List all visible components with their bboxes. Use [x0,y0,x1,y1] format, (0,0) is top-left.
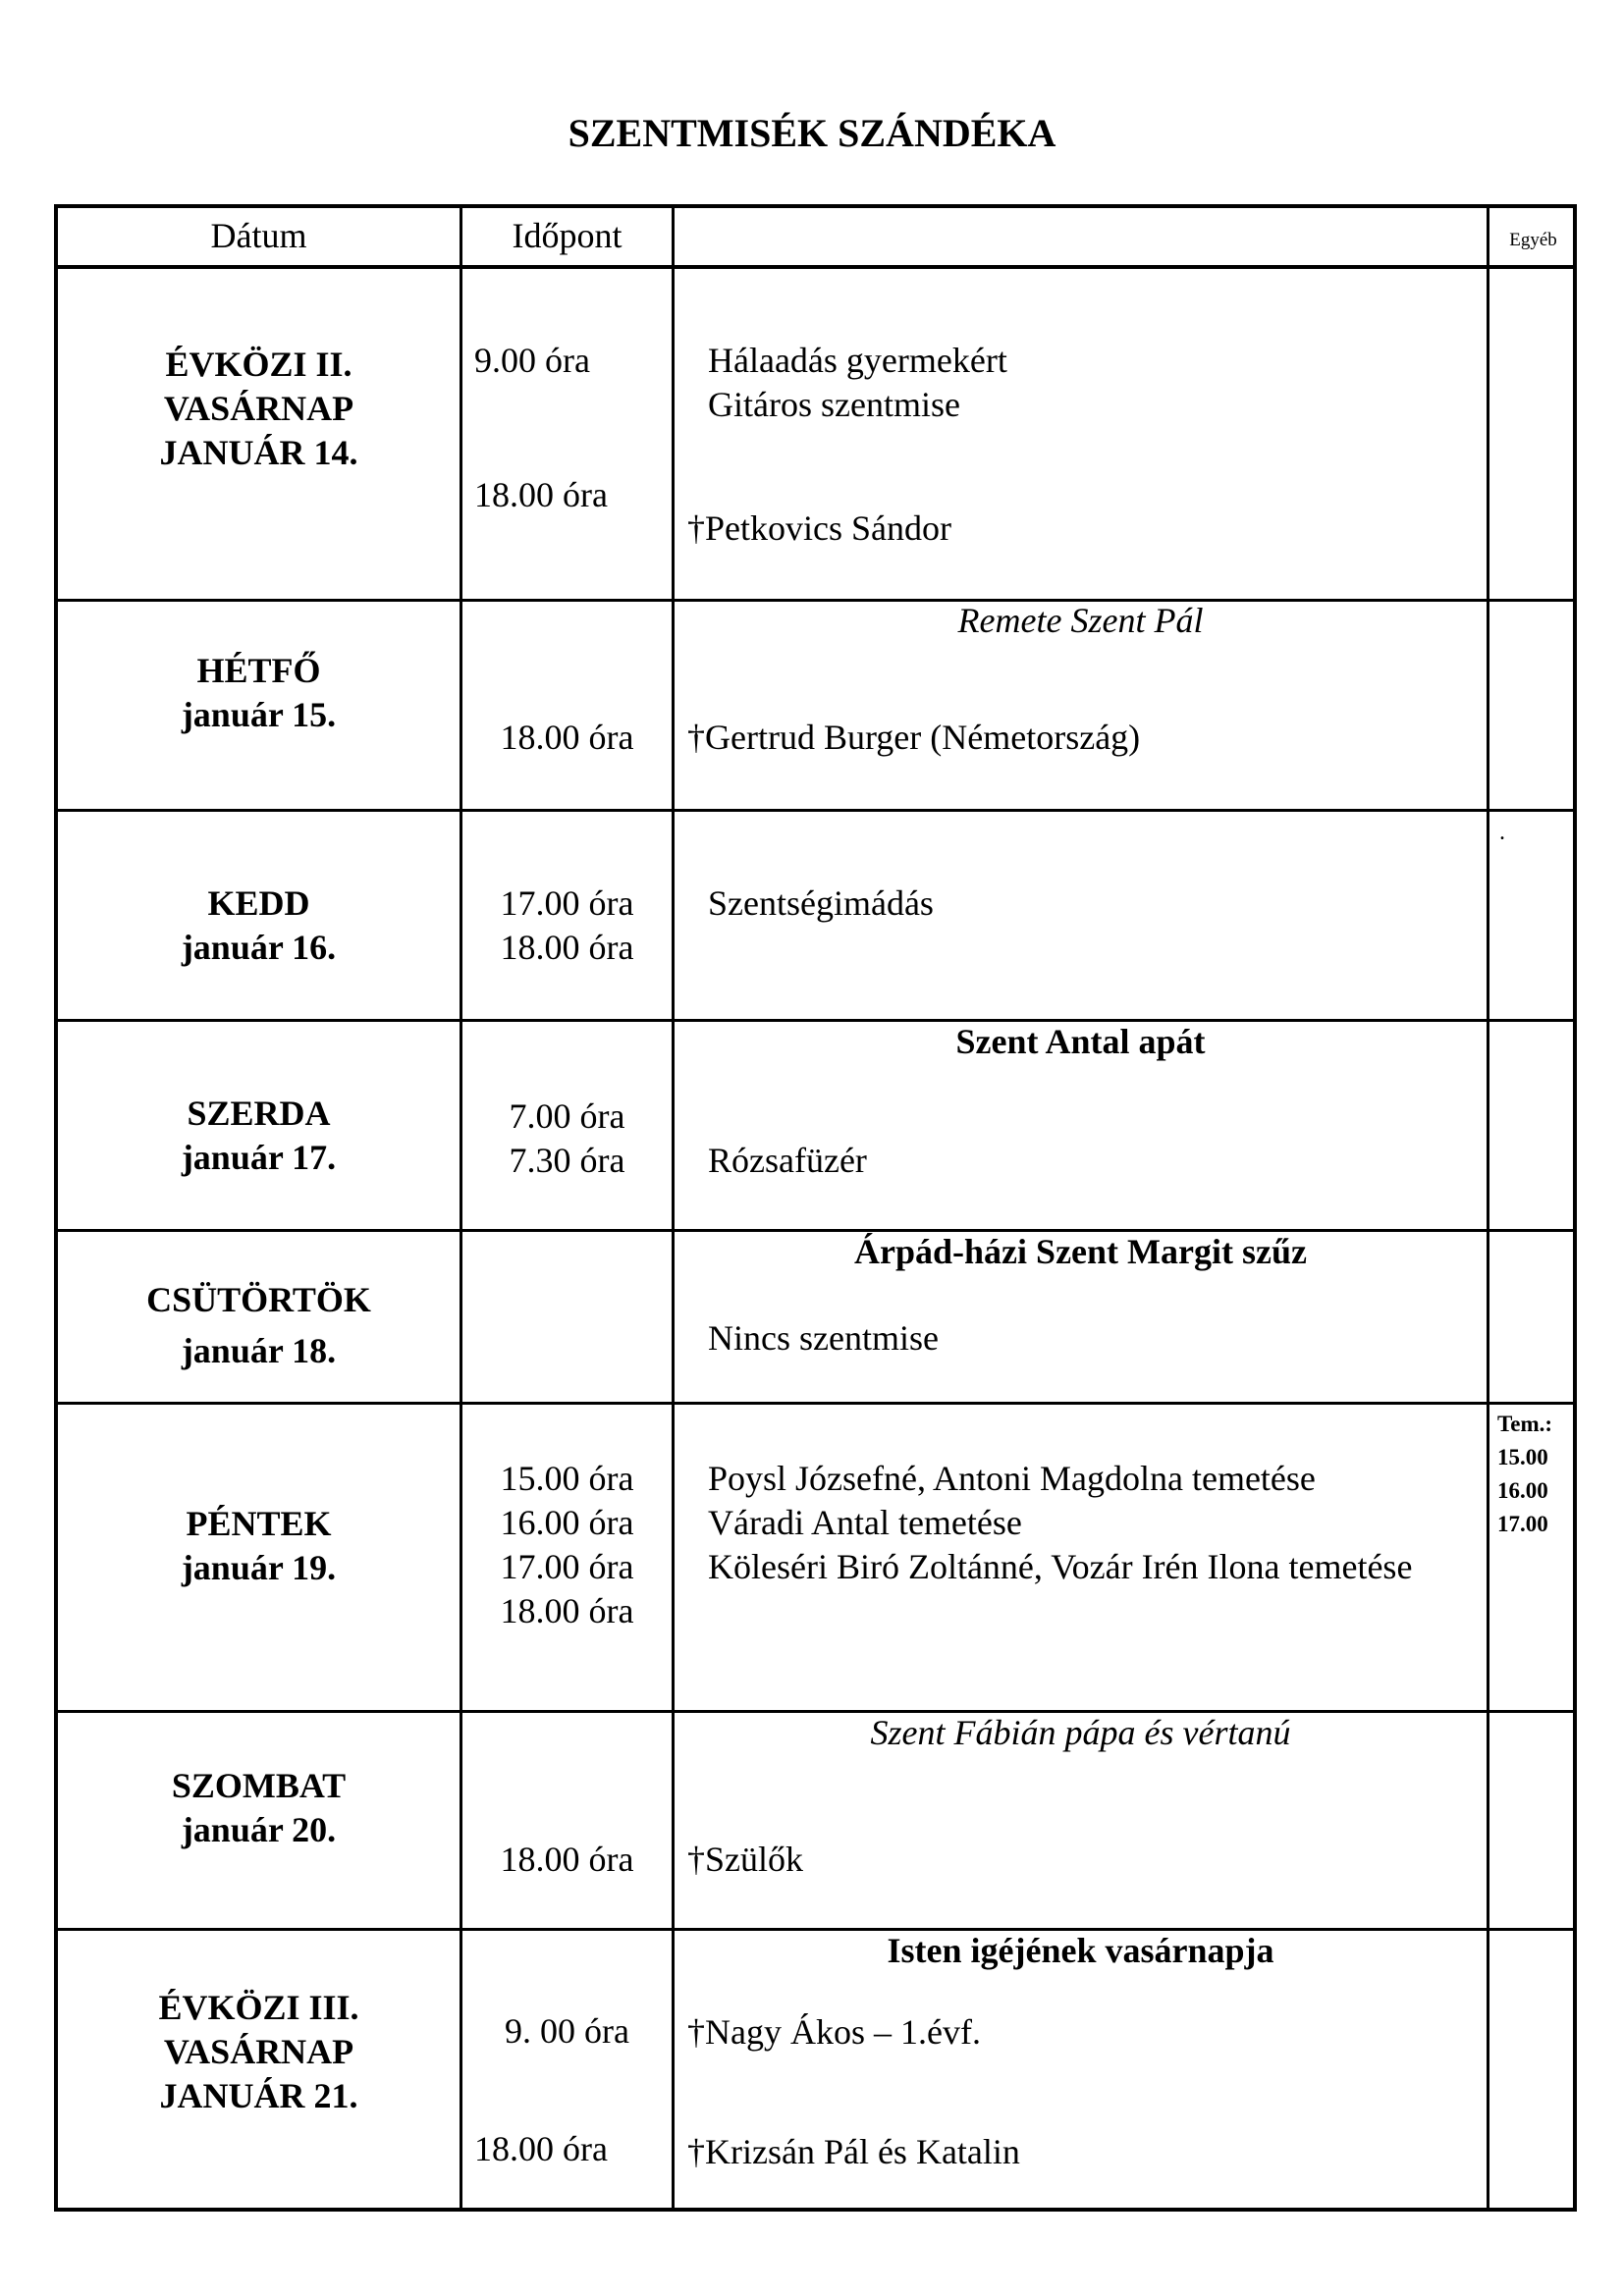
header-other: Egyéb [1509,230,1557,250]
row-time: 18.00 óra [500,928,634,967]
row-intention: †Krizsán Pál és Katalin [687,2132,1020,2171]
row-intention: †Nagy Ákos – 1.évf. [687,2012,981,2052]
row-date-line: SZOMBAT [171,1766,347,1805]
row-date-line: JANUÁR 14. [159,433,358,472]
row-date-line: PÉNTEK [186,1504,332,1543]
row-other: 16.00 [1497,1478,1548,1503]
row-intention: Köleséri Biró Zoltánné, Vozár Irén Ilona temetése [708,1547,1413,1586]
row-other: Tem.: [1497,1412,1553,1436]
row-divider [58,1402,1573,1405]
column-divider-time [672,208,675,2208]
row-other: . [1499,820,1505,845]
row-feast: Szent Antal apát [955,1022,1206,1061]
row-intention: Rózsafüzér [708,1141,867,1180]
mass-intentions-table [54,204,1577,2212]
row-time: 7.00 óra [509,1096,625,1136]
row-date-line: KEDD [207,883,310,923]
row-intention: Poysl Józsefné, Antoni Magdolna temetése [708,1459,1316,1498]
row-date-line: január 19. [181,1548,337,1587]
row-time: 18.00 óra [500,1591,634,1630]
row-date-line: SZERDA [187,1094,331,1133]
header-time: Időpont [512,216,623,255]
row-time: 9. 00 óra [505,2011,629,2051]
row-time: 17.00 óra [500,883,634,923]
row-intention: Váradi Antal temetése [708,1503,1022,1542]
row-time: 7.30 óra [509,1141,625,1180]
row-time: 18.00 óra [474,2129,608,2168]
row-date-line: ÉVKÖZI III. [158,1988,359,2027]
row-date-line: január 15. [181,695,337,734]
row-date-line: ÉVKÖZI II. [165,345,352,384]
row-intention: †Gertrud Burger (Németország) [687,718,1141,757]
header-date: Dátum [210,216,307,255]
row-other: 17.00 [1497,1512,1548,1536]
row-date-line: VASÁRNAP [163,389,354,428]
row-date-line: VASÁRNAP [163,2032,354,2071]
row-feast: Remete Szent Pál [957,601,1204,640]
row-time: 9.00 óra [474,341,590,380]
column-divider-intention [1487,208,1489,2208]
row-intention: Hálaadás gyermekért [708,341,1007,380]
row-feast: Isten igéjének vasárnapja [887,1931,1274,1970]
row-time: 17.00 óra [500,1547,634,1586]
page-title: SZENTMISÉK SZÁNDÉKA [568,111,1056,155]
row-intention: Gitáros szentmise [708,385,960,424]
row-date-line: CSÜTÖRTÖK [146,1280,371,1319]
row-divider [58,809,1573,812]
row-intention: Nincs szentmise [708,1318,939,1358]
column-divider-date [460,208,462,2208]
row-date-line: HÉTFŐ [196,651,321,690]
row-intention: †Petkovics Sándor [687,508,951,548]
header-divider [58,265,1573,269]
row-intention: Szentségimádás [708,883,934,923]
row-time: 18.00 óra [474,475,608,514]
row-date-line: január 18. [181,1331,337,1370]
row-date-line: JANUÁR 21. [159,2076,358,2115]
row-feast: Árpád-házi Szent Margit szűz [854,1232,1307,1271]
row-date-line: január 17. [181,1138,337,1177]
row-time: 18.00 óra [500,718,634,757]
row-time: 18.00 óra [500,1840,634,1879]
row-other: 15.00 [1497,1445,1548,1469]
row-time: 16.00 óra [500,1503,634,1542]
row-intention: †Szülők [687,1840,804,1879]
row-date-line: január 20. [181,1810,337,1849]
row-feast: Szent Fábián pápa és vértanú [870,1713,1291,1752]
row-time: 15.00 óra [500,1459,634,1498]
row-date-line: január 16. [181,928,337,967]
